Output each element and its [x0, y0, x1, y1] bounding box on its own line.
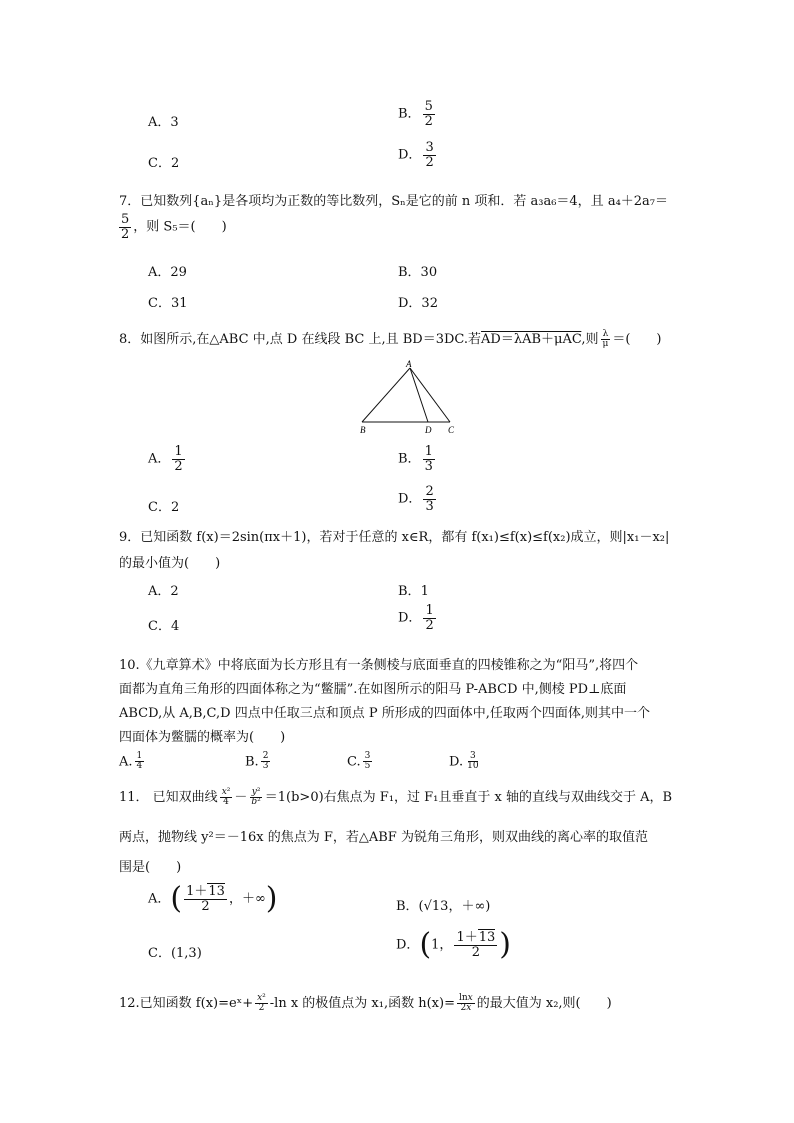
q8-stem: 8．如图所示,在△ABC 中,点 D 在线段 BC 上,且 BD＝3DC.若AD＝λAB＋μAC,则 $\frac{\lambda}{\mu}$ ＝( )	[119, 328, 662, 349]
q10-option-d: D. $\frac{3}{10}$	[449, 751, 479, 772]
q7-option-c: C．31	[148, 296, 188, 311]
q11-option-d: D．(1， $\frac{1+13}{2}$ )	[396, 927, 511, 962]
figure-label-b: B	[360, 425, 366, 435]
q11-option-c: C．(1,3)	[148, 946, 202, 961]
q10-option-b: B. $\frac{2}{3}$	[245, 751, 269, 772]
q11-line1: 11． 已知双曲线 $\frac{\text{x²}}{4}$ － $\frac{\text{y²}}{\text{b²}}$ ＝1(b>0)右焦点为 F₁，过 F₁且垂直于 x 轴的直线与双曲线交于 A，B	[119, 786, 673, 807]
q7-option-d: D．32	[398, 296, 438, 311]
q11-option-b: B．(√13，＋∞)	[396, 899, 491, 914]
figure-label-a: A	[406, 359, 412, 369]
q9-line1: 9．已知函数 f(x)＝2sin(πx＋1)，若对于任意的 x∈R，都有 f(x₁)≤f(x)≤f(x₂)成立，则|x₁－x₂|	[119, 530, 670, 545]
q6-option-c: C．2	[148, 156, 180, 171]
q6-option-b: B． $\frac{5}{2}$	[398, 99, 433, 129]
q8-option-a: A． $\frac{1}{2}$	[148, 444, 183, 474]
q9-line2: 的最小值为( )	[119, 556, 221, 571]
q7-option-b: B．30	[398, 265, 438, 280]
q9-option-b: B．1	[398, 584, 429, 599]
figure-label-d: D	[425, 425, 432, 435]
q10-line2: 面都为直角三角形的四面体称之为“鳖臑”.在如图所示的阳马 P-ABCD 中,侧棱 PD⊥底面	[119, 682, 627, 697]
q10-line4: 四面体为鳖臑的概率为( )	[119, 730, 286, 745]
q9-option-c: C．4	[148, 619, 180, 634]
q9-option-d: D． $\frac{1}{2}$	[398, 603, 434, 633]
q8-option-c: C．2	[148, 500, 180, 515]
q8-option-d: D． $\frac{2}{3}$	[398, 484, 434, 514]
q10-line1: 10.《九章算术》中将底面为长方形且有一条侧棱与底面垂直的四棱锥称之为“阳马”,将四个	[119, 658, 639, 673]
q10-option-a: A. $\frac{1}{4}$	[119, 751, 143, 772]
q6-option-d: D． $\frac{3}{2}$	[398, 140, 434, 170]
q11-line2: 两点，抛物线 y²＝－16x 的焦点为 F，若△ABF 为锐角三角形，则双曲线的离心率的取值范	[119, 830, 648, 845]
q11-option-a: A．( $\frac{1+13}{2}$ ，＋∞)	[148, 881, 278, 916]
q8-option-b: B． $\frac{1}{3}$	[398, 444, 433, 474]
q10-option-c: C. $\frac{3}{5}$	[347, 751, 371, 772]
q6-option-a: A．3	[148, 115, 179, 130]
q7-option-a: A．29	[148, 265, 187, 280]
q7-line1: 7．已知数列{aₙ}是各项均为正数的等比数列，Sₙ是它的前 n 项和．若 a₃a₆＝4，且 a₄＋2a₇＝	[119, 194, 669, 209]
triangle-figure	[356, 358, 466, 438]
q7-line2: $\frac{5}{2}$ ，则 S₅＝( )	[121, 212, 227, 242]
q11-line3: 围是( )	[119, 860, 182, 875]
q12-stem: 12.已知函数 f(x)=eˣ+ $\frac{\text{x²}}{2}$ -ln x 的极值点为 x₁,函数 h(x)= $\frac{\ln x}{2x}$ 的最大值为 x₂,则( )	[119, 992, 612, 1013]
q9-option-a: A．2	[148, 584, 179, 599]
q10-line3: ABCD,从 A,B,C,D 四点中任取三点和顶点 P 所形成的四面体中,任取两个四面体,则其中一个	[119, 706, 651, 721]
figure-label-c: C	[448, 425, 455, 435]
